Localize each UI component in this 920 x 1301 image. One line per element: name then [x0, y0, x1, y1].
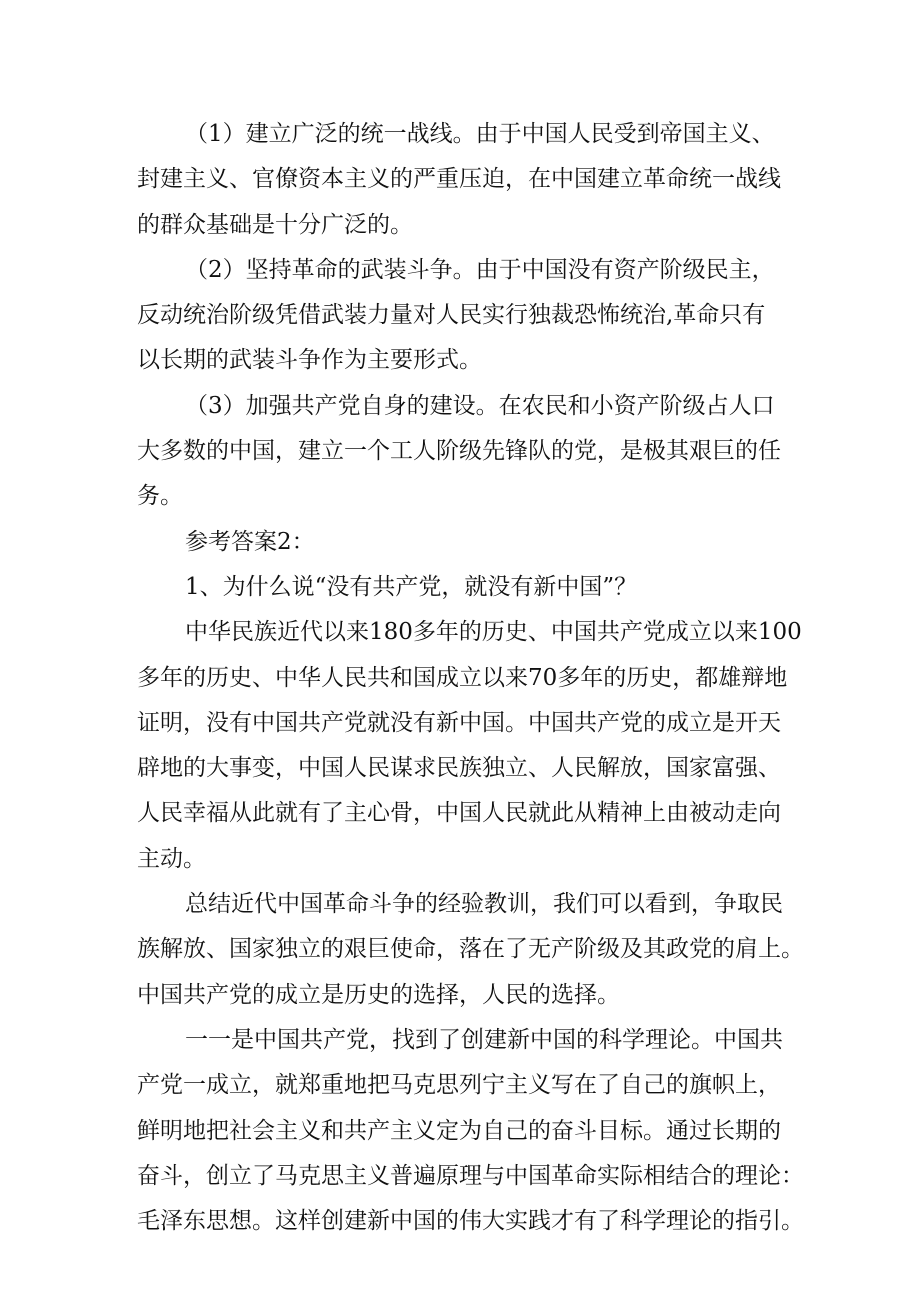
- text-line: 毛泽东思想。这样创建新中国的伟大实践才有了科学理论的指引。: [137, 1208, 804, 1235]
- text-line: 证明，没有中国共产党就没有新中国。中国共产党的成立是开天: [137, 709, 781, 736]
- text-line: 中国共产党的成立是历史的选择，人民的选择。: [137, 981, 620, 1008]
- text-line: 封建主义、官僚资本主义的严重压迫，在中国建立革命统一战线: [137, 166, 781, 193]
- text-line: 反动统治阶级凭借武装力量对人民实行独裁恐怖统治,革命只有: [137, 302, 766, 329]
- text-line: 族解放、国家独立的艰巨使命，落在了无产阶级及其政党的肩上。: [137, 936, 804, 963]
- text-line: （2）坚持革命的武装斗争。由于中国没有资产阶级民主，: [185, 256, 775, 283]
- text-line: 以长期的武装斗争作为主要形式。: [137, 347, 482, 374]
- text-line: 务。: [137, 483, 183, 510]
- text-line: 1、为什么说“没有共产党，就没有新中国”？: [185, 573, 638, 600]
- text-line: （1）建立广泛的统一战线。由于中国人民受到帝国主义、: [185, 121, 775, 147]
- document-body: [137, 112, 804, 1244]
- text-line: （3）加强共产党自身的建设。在农民和小资产阶级占人口: [185, 392, 775, 419]
- text-line: 一一是中国共产党，找到了创建新中国的科学理论。中国共: [185, 1026, 783, 1053]
- text-line: 总结近代中国革命斗争的经验教训，我们可以看到，争取民: [185, 891, 783, 918]
- text-line: 人民幸福从此就有了主心骨，中国人民就此从精神上由被动走向: [137, 800, 781, 827]
- text-line: 多年的历史、中华人民共和国成立以来70多年的历史，都雄辩地: [137, 664, 788, 691]
- text-line: 参考答案2：: [185, 528, 315, 555]
- text-line: 奋斗，创立了马克思主义普遍原理与中国革命实际相结合的理论：: [137, 1162, 804, 1189]
- text-line: 鲜明地把社会主义和共产主义定为自己的奋斗目标。通过长期的: [137, 1117, 781, 1144]
- text-line: 辟地的大事变，中国人民谋求民族独立、人民解放，国家富强、: [137, 755, 781, 782]
- text-line: 主动。: [137, 845, 206, 872]
- text-line: 大多数的中国，建立一个工人阶级先锋队的党，是极其艰巨的任: [137, 438, 781, 465]
- text-line: 产党一成立，就郑重地把马克思列宁主义写在了自己的旗帜上，: [137, 1072, 781, 1099]
- text-line: 的群众基础是十分广泛的。: [137, 211, 413, 238]
- text-line: 中华民族近代以来180多年的历史、中国共产党成立以来100: [185, 619, 802, 646]
